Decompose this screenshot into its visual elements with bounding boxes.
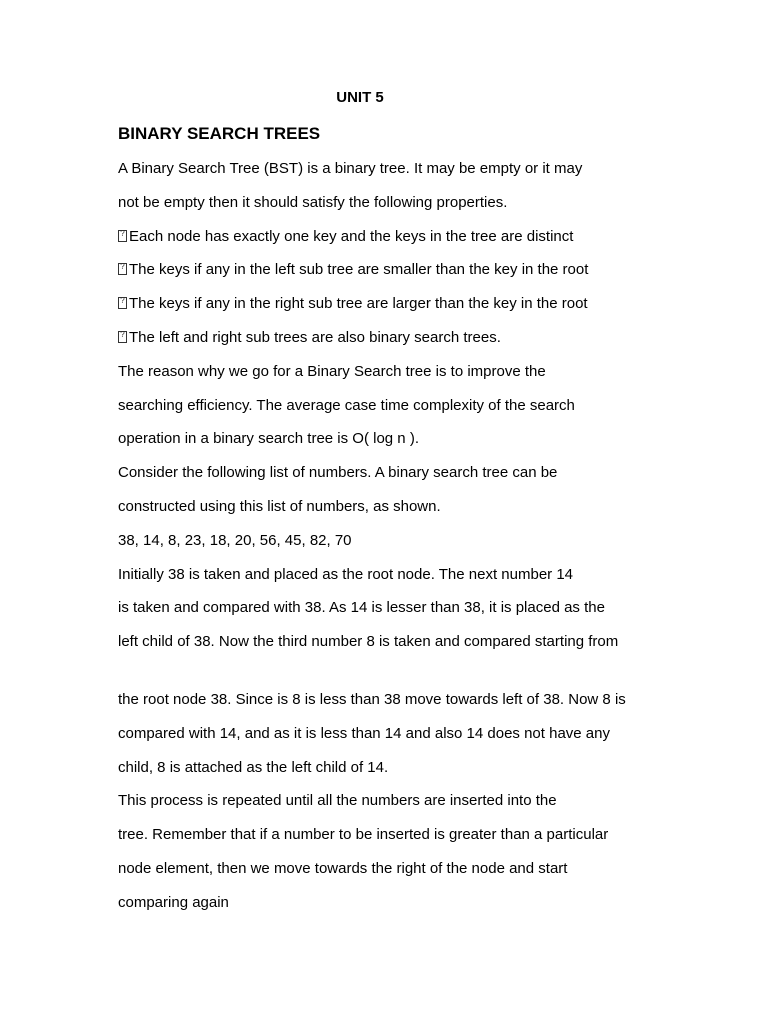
line-text: The reason why we go for a Binary Search tree is to improve the — [118, 362, 546, 380]
paragraph-line — [118, 157, 582, 181]
paragraph-line — [118, 596, 605, 620]
paragraph-line — [118, 360, 546, 384]
line-text: 38, 14, 8, 23, 18, 20, 56, 45, 82, 70 — [118, 531, 352, 549]
line-text: The left and right sub trees are also binary search trees. — [129, 329, 501, 346]
paragraph-line — [118, 191, 507, 215]
line-text: tree. Remember that if a number to be inserted is greater than a particular — [118, 826, 609, 844]
paragraph-line — [118, 427, 419, 451]
missing-glyph-bullet-icon — [118, 263, 127, 275]
paragraph-line — [118, 823, 608, 847]
paragraph-line — [118, 789, 557, 813]
paragraph-line — [118, 563, 573, 587]
line-text: node element, then we move towards the right of the node and start — [118, 860, 568, 877]
line-text: compared with 14, and as it is less than 14 and also 14 does not have any — [118, 724, 610, 742]
unit-title: UNIT 5 — [336, 89, 384, 106]
line-text: operation in a binary search tree is O( log n ). — [118, 430, 419, 448]
missing-glyph-bullet-icon — [118, 331, 127, 343]
paragraph-line — [118, 495, 441, 519]
bullet-item — [118, 258, 588, 282]
line-text: Initially 38 is taken and placed as the root node. The next number 14 — [118, 565, 574, 583]
missing-glyph-bullet-icon — [118, 297, 127, 309]
line-text: is taken and compared with 38. As 14 is lesser than 38, it is placed as the — [118, 599, 605, 617]
paragraph-line — [118, 857, 567, 881]
line-text: Consider the following list of numbers. A binary search tree can be — [118, 464, 558, 482]
paragraph-line — [118, 630, 628, 654]
paragraph-line — [118, 756, 388, 780]
line-text: The keys if any in the right sub tree are larger than the key in the root — [129, 295, 588, 313]
bullet-item — [118, 225, 573, 249]
bullet-item — [118, 326, 501, 350]
line-text: Each node has exactly one key and the keys in the tree are distinct — [129, 227, 574, 245]
section-heading: BINARY SEARCH TREES — [118, 124, 321, 143]
line-text: not be empty then it should satisfy the following properties. — [118, 193, 508, 211]
line-text: constructed using this list of numbers, as shown. — [118, 498, 441, 515]
bullet-item — [118, 292, 588, 316]
paragraph-line — [118, 722, 610, 746]
missing-glyph-bullet-icon — [118, 230, 127, 242]
line-text: This process is repeated until all the numbers are inserted into the — [118, 792, 557, 810]
paragraph-line — [118, 529, 352, 553]
line-text: A Binary Search Tree (BST) is a binary tree. It may be empty or it may — [118, 160, 583, 177]
paragraph-line — [118, 891, 229, 915]
paragraph-line — [118, 394, 575, 418]
line-text: child, 8 is attached as the left child of 14. — [118, 758, 389, 776]
line-text: searching efficiency. The average case time complexity of the search — [118, 396, 575, 414]
paragraph-line — [118, 688, 626, 712]
line-text: left child of 38. Now the third number 8 is taken and compared starting from — [118, 633, 619, 651]
paragraph-line — [118, 461, 557, 485]
line-text: The keys if any in the left sub tree are smaller than the key in the root — [129, 261, 589, 279]
line-text: comparing again — [118, 893, 229, 911]
line-text: the root node 38. Since is 8 is less than 38 move towards left of 38. Now 8 is — [118, 691, 626, 708]
